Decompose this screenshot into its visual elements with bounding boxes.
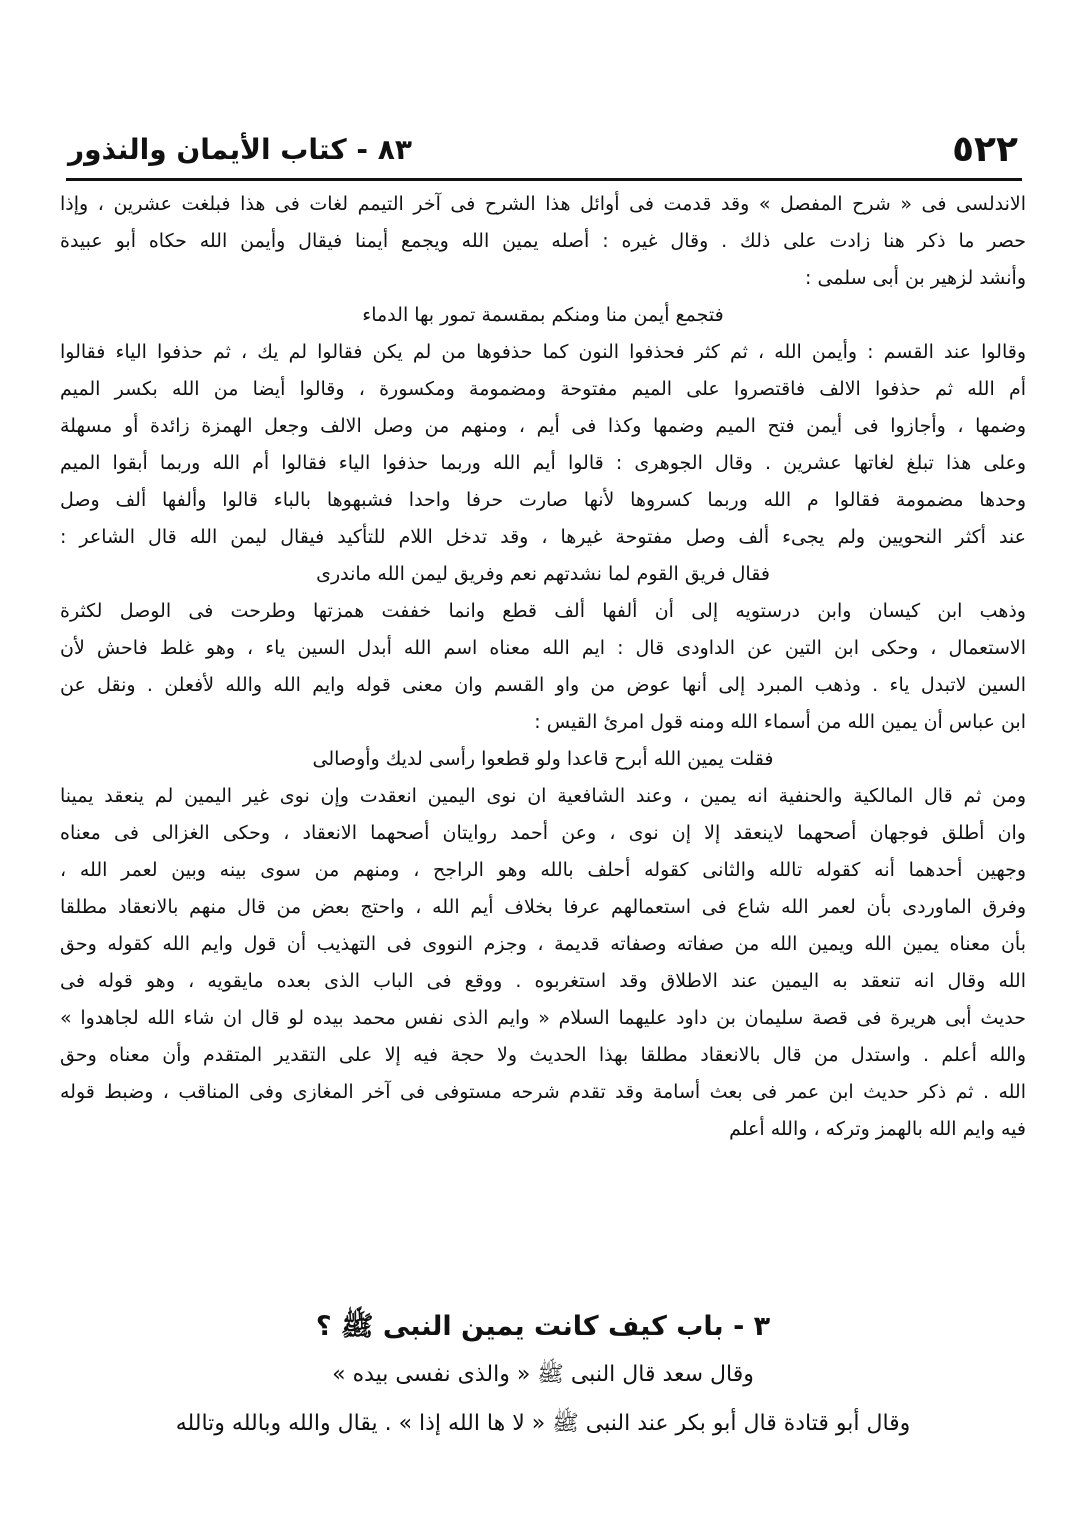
chapter-subline: وقال أبو قتادة قال أبو بكر عند النبى ﷺ « لا ها الله إذا » . يقال والله وبالله وتالله bbox=[175, 1411, 911, 1436]
text-line: ومن ثم قال المالكية والحنفية انه يمين ، وعند الشافعية ان نوى اليمين انعقدت وإن نوى غير اليمين لم ينعقد يمينا bbox=[60, 785, 1026, 807]
text-line: وضمها ، وأجازوا فى أيمن فتح الميم وضمها وكذا فى أيم ، ومنهم من وصل الالف وجعل الهمزة زائدة أو مسهلة bbox=[60, 415, 1026, 437]
text-line: الله وقال انه تنعقد به اليمين عند الاطلاق وقد استغربوه . ووقع فى الباب الذى بعده مايقويه ، وهو قوله فى bbox=[60, 970, 1026, 992]
text-line: السين لاتبدل ياء . وذهب المبرد إلى أنها عوض من واو القسم وان معنى قوله وايم الله والله لأفعلن . ونقل عن bbox=[60, 674, 1026, 696]
text-line: عند أكثر النحويين ولم يجىء ألف وصل مفتوحة غيرها ، وقد تدخل اللام للتأكيد فيقال ليمن الله قال الشاعر : bbox=[60, 526, 1026, 548]
text-line: حصر ما ذكر هنا زادت على ذلك . وقال غيره : أصله يمين الله ويجمع أيمنا فيقال وأيمن الله حكاه أبو عبيدة bbox=[60, 230, 1026, 252]
text-line: وان أطلق فوجهان أصحهما لاينعقد إلا إن نوى ، وعن أحمد روايتان أصحهما الانعقاد ، وحكى الغزالى فى معناه bbox=[60, 822, 1026, 844]
text-line: والله أعلم . واستدل من قال بالانعقاد مطلقا بهذا الحديث ولا حجة فيه إلا على التقدير المتقدم وأن معناه وحق bbox=[60, 1044, 1026, 1066]
text-line: الاندلسى فى « شرح المفصل » وقد قدمت فى أوائل هذا الشرح فى آخر التيمم لغات فى هذا فبلغت عشرين ، وإذا bbox=[60, 193, 1026, 215]
header-divider bbox=[66, 178, 1022, 181]
chapter-subline: وقال سعد قال النبى ﷺ « والذى نفسى بيده » bbox=[332, 1362, 754, 1387]
text-line: بأن معناه يمين الله ويمين الله من صفاته وصفاته قديمة ، وجزم النووى فى التهذيب أن قول وايم الله كقوله وحق bbox=[60, 933, 1026, 955]
text-line: وحدها مضمومة فقالوا م الله وربما كسروها لأنها صارت حرفا واحدا فشبهوها بالباء قالوا وألفها ألف وصل bbox=[60, 489, 1026, 511]
text-line: فيه وايم الله بالهمز وتركه ، والله أعلم bbox=[729, 1118, 1026, 1140]
page-number: ٥٢٢ bbox=[952, 129, 1018, 170]
text-line: الاستعمال ، وحكى ابن التين عن الداودى قال : ايم الله معناه اسم الله أبدل السين ياء ، وهو غلط فاحش لأن bbox=[60, 637, 1026, 659]
page-header bbox=[68, 128, 1018, 172]
text-line: أم الله ثم حذفوا الالف فاقتصروا على الميم مفتوحة ومضمومة ومكسورة ، وقالوا أيضا من الله بكسر الميم bbox=[60, 378, 1026, 400]
text-line: حديث أبى هريرة فى قصة سليمان بن داود عليهما السلام « وايم الذى نفس محمد بيده لو قال ان شاء الله لجاهدوا » bbox=[60, 1007, 1026, 1029]
text-line: الله . ثم ذكر حديث ابن عمر فى بعث أسامة وقد تقدم شرحه مستوفى فى آخر المغازى وفى المناقب ، وضبط قوله bbox=[60, 1081, 1026, 1103]
chapter-heading: ٣ - باب كيف كانت يمين النبى ﷺ ؟ bbox=[315, 1311, 771, 1342]
text-line: ابن عباس أن يمين الله من أسماء الله ومنه قول امرئ القيس : bbox=[534, 711, 1026, 733]
text-line: وأنشد لزهير بن أبى سلمى : bbox=[805, 267, 1026, 289]
text-line: وذهب ابن كيسان وابن درستويه إلى أن ألفها ألف قطع وانما خففت همزتها وطرحت فى الوصل لكثرة bbox=[60, 600, 1026, 622]
poetry-verse: فقلت يمين الله أبرح قاعدا ولو قطعوا رأسى لديك وأوصالى bbox=[312, 748, 774, 770]
body-text bbox=[60, 186, 1026, 1148]
poetry-verse: فتجمع أيمن منا ومنكم بمقسمة تمور بها الدماء bbox=[362, 304, 724, 326]
text-line: وقالوا عند القسم : وأيمن الله ، ثم كثر فحذفوا النون كما حذفوها من لم يكن فقالوا لم يك ، ثم حذفوا الياء فقالوا bbox=[60, 341, 1026, 363]
text-line: وجهين أحدهما أنه كقوله تالله والثانى كقوله أحلف بالله وهو الراجح ، ومنهم من سوى بينه وبين لعمر الله ، bbox=[60, 859, 1026, 881]
text-line: وعلى هذا تبلغ لغاتها عشرين . وقال الجوهرى : قالوا أيم الله وربما حذفوا الياء فقالوا أم الله وربما أبقوا الميم bbox=[60, 452, 1026, 474]
text-line: وفرق الماوردى بأن لعمر الله شاع فى استعمالهم عرفا بخلاف أيم الله ، واحتج بعض من قال منهم بالانعقاد مطلقا bbox=[60, 896, 1026, 918]
running-title: ٨٣ - كتاب الأيمان والنذور bbox=[68, 133, 412, 166]
chapter-section bbox=[60, 1302, 1026, 1450]
poetry-verse: فقال فريق القوم لما نشدتهم نعم وفريق ليمن الله ماندرى bbox=[316, 563, 770, 585]
